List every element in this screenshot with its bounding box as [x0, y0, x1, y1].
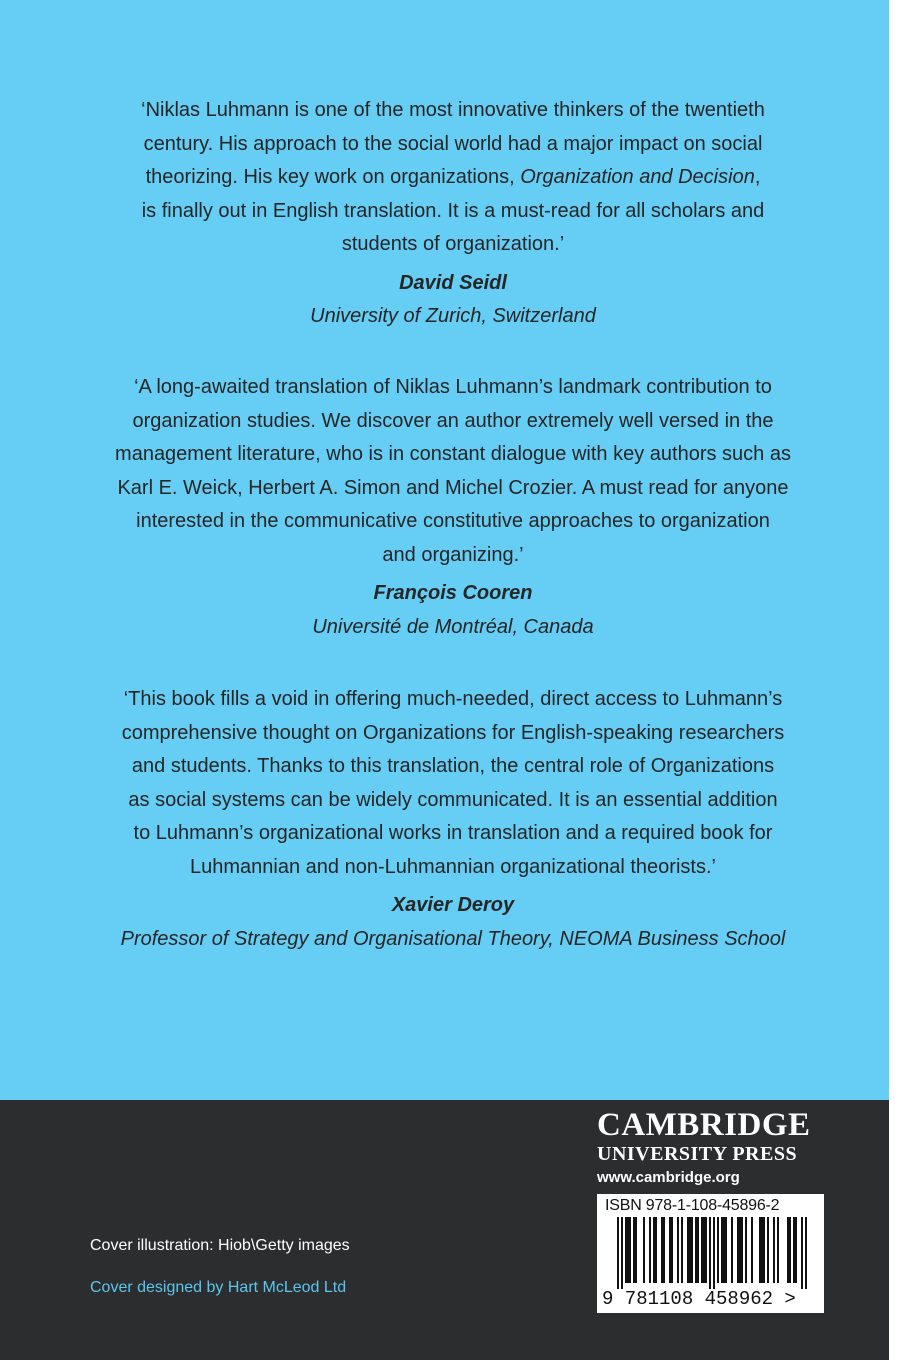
barcode-bar [627, 1217, 629, 1283]
quote-line: interested in the communicative constitutive approaches to organization [136, 510, 770, 532]
isbn-label: ISBN 978-1-108-45896-2 [605, 1197, 780, 1214]
barcode-bar [635, 1217, 637, 1283]
barcode-bar [731, 1217, 733, 1283]
endorser-name: François Cooren [373, 582, 533, 604]
barcode-bar [697, 1217, 699, 1283]
page-edge [889, 0, 907, 1360]
barcode-guard-bar [709, 1217, 711, 1289]
quote-line: Luhmannian and non-Luhmannian organizational theorists.’ [190, 855, 716, 878]
quote-line: students of organization.’ [341, 233, 565, 255]
quote-line: is finally out in English translation. It is a must-read for all scholars and [141, 199, 765, 222]
barcode-bar [751, 1217, 753, 1283]
barcode-guard-bar [801, 1217, 803, 1289]
quote-line: and students. Thanks to this translation, the central role of Organizations [131, 755, 775, 777]
barcode-bar [633, 1217, 635, 1283]
barcode-bar [703, 1217, 705, 1283]
quote-line [40, 161, 866, 195]
endorser-name: Xavier Deroy [391, 894, 515, 916]
quote-line: management literature, who is in constant dialogue with key authors such as [115, 443, 791, 465]
quote-line: ‘This book fills a void in offering much-needed, direct access to Luhmann’s [123, 688, 783, 710]
barcode-bar [737, 1217, 739, 1283]
endorser-affiliation: Professor of Strategy and Organisational Theory, NEOMA Business School [120, 927, 786, 950]
barcode-bar [629, 1217, 631, 1283]
quote-line: and organizing.’ [382, 543, 524, 566]
barcode-bar [777, 1217, 779, 1283]
barcode-bar [787, 1217, 789, 1283]
endorser-affiliation: Université de Montréal, Canada [312, 615, 594, 638]
barcode-bar [717, 1217, 719, 1283]
endorser-affiliation: University of Zurich, Switzerland [310, 305, 596, 327]
barcode-bar [705, 1217, 707, 1283]
barcode-bar [721, 1217, 723, 1283]
design-credit: Cover designed by Hart McLeod Ltd [90, 1279, 347, 1296]
barcode-bar [671, 1217, 673, 1283]
barcode-digits: 9 781108 458962 > [602, 1288, 796, 1310]
publisher-name: CAMBRIDGE [597, 1107, 811, 1143]
barcode-bar [723, 1217, 725, 1283]
barcode-bar [681, 1217, 683, 1283]
publisher-subtitle: UNIVERSITY PRESS [597, 1143, 798, 1165]
barcode-bar [625, 1217, 627, 1283]
endorsement-3 [40, 683, 866, 956]
barcode-bar [741, 1217, 743, 1283]
barcode-bar [795, 1217, 797, 1283]
barcode-bar [653, 1217, 655, 1283]
barcode-bar [759, 1217, 761, 1283]
barcode-bar [745, 1217, 747, 1283]
barcode-guard-bar [805, 1217, 807, 1289]
barcode-bar [789, 1217, 791, 1283]
barcode-bar [689, 1217, 691, 1283]
barcode-bar [767, 1217, 769, 1283]
barcode-bar [663, 1217, 665, 1283]
barcode-bar [761, 1217, 763, 1283]
barcode-guard-bar [713, 1217, 715, 1289]
barcode-bar [701, 1217, 703, 1283]
barcode-bar [773, 1217, 775, 1283]
quote-line: century. His approach to the social world had a major impact on social [143, 132, 763, 155]
quote-line: Karl E. Weick, Herbert A. Simon and Michel Crozier. A must read for anyone [117, 476, 789, 499]
barcode-bar [739, 1217, 741, 1283]
barcode-bar [661, 1217, 663, 1283]
quote-line: ‘A long-awaited translation of Niklas Luhmann’s landmark contribution to [134, 376, 772, 398]
barcode-bar [643, 1217, 645, 1283]
barcode-guard-bar [621, 1217, 623, 1289]
barcode-bar [695, 1217, 697, 1283]
book-title: Organization and Decision [520, 166, 755, 188]
barcode-bar [655, 1217, 657, 1283]
quote-text: theorizing. His key work on organizations, [145, 166, 521, 188]
barcode-bar [677, 1217, 679, 1283]
barcode-guard-bar [617, 1217, 619, 1289]
isbn-barcode [597, 1194, 824, 1313]
illustration-credit: Cover illustration: Hiob\Getty images [90, 1237, 350, 1254]
barcode-bar [687, 1217, 689, 1283]
barcode-bar [669, 1217, 671, 1283]
endorser-name: David Seidl [399, 271, 507, 294]
quote-line: ‘Niklas Luhmann is one of the most innovative thinkers of the twentieth [141, 99, 765, 121]
quote-line: to Luhmann’s organizational works in translation and a required book for [133, 822, 773, 844]
barcode-bar [691, 1217, 693, 1283]
endorsement-2 [40, 371, 866, 644]
publisher-url[interactable]: www.cambridge.org [597, 1169, 740, 1186]
quote-line: as social systems can be widely communicated. It is an essential addition [128, 788, 778, 811]
quote-line: organization studies. We discover an author extremely well versed in the [132, 409, 774, 432]
barcode-bar [725, 1217, 727, 1283]
endorsement-1 [40, 94, 866, 334]
barcode-bar [793, 1217, 795, 1283]
barcode-bar [763, 1217, 765, 1283]
quote-text: , [754, 166, 761, 188]
quote-line: comprehensive thought on Organizations for English-speaking researchers [121, 721, 785, 744]
barcode-bar [649, 1217, 651, 1283]
barcode-bars [603, 1217, 818, 1289]
